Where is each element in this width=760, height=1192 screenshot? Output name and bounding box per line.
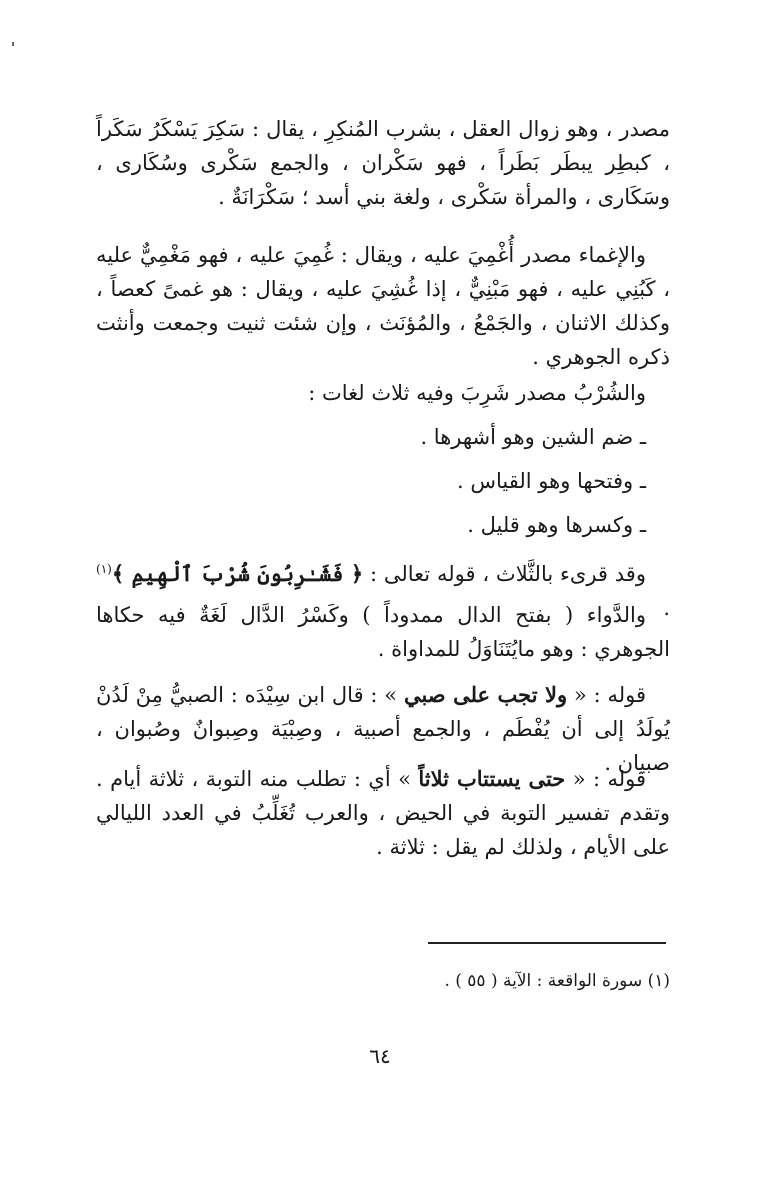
body-text <box>96 112 670 864</box>
paragraph-istitaba <box>96 762 670 864</box>
sabi-rest: » : قال ابن سِيْدَه : الصبيُّ مِنْ لَدُنْ يُولَدُ إلى أن يُفْطَم ، والجمع أصبية ، وصِبْيَة وصِبوانٌ وصُبوان ، صبيان . <box>96 683 670 775</box>
paragraph-sukr: مصدر ، وهو زوال العقل ، بشرب المُنكِرِ ، يقال : سَكِرَ يَسْكَرُ سَكَراً ، كبطِر يبطَر بَطَراً ، فهو سَكْران ، والجمع سَكْرى وسُكَارى ، وسَكَارى ، والمرأة سَكْرى ، ولغة بني أسد ؛ سَكْرَانَةٌ . <box>96 117 670 209</box>
page-number: ٦٤ <box>369 1044 391 1068</box>
list-item-3: ـ وكسرها وهو قليل . <box>467 513 646 537</box>
paragraph-ighma: والإغماء مصدر أُغْمِيَ عليه ، ويقال : غُمِيَ عليه ، فهو مَغْمِيٌّ عليه ، كَبُنِي عليه ، فهو مَبْنِيٌّ ، إذا غُشِيَ عليه ، ويقال : هو غمىً كعصاً ، وكذلك الاثنان ، والجَمْعُ ، والمُؤنَث ، وإن شئت ثنيت وجمعت وأنثت ذكره الجوهري . <box>96 243 670 369</box>
istitaba-bold: حتى يستتاب ثلاثاً <box>418 766 566 791</box>
footnote-divider <box>428 942 666 944</box>
paragraph-sabi <box>96 678 670 775</box>
paragraph-dawaa: والدَّواء ( بفتح الدال ممدوداً ) وكَسْرُ الدَّال لَغَةٌ فيه حكاها الجوهري : وهو مايُتَنَاوَلُ للمداواة . <box>96 603 670 661</box>
footnote-ref: (١) <box>96 562 112 576</box>
istitaba-rest: » أي : تطلب منه التوبة ، ثلاثة أيام . وتقدم تفسير التوبة في الحيض ، والعرب تُغَلِّبُ في العدد الليالي على الأيام ، ولذلك لم يقل : ثلاثة . <box>96 767 670 859</box>
qiraa-end: . <box>663 596 670 620</box>
footnote: (١) سورة الواقعة : الآية ( ٥٥ ) . <box>444 971 670 991</box>
sabi-bold: ولا تجب على صبي <box>403 682 568 707</box>
list-item-2: ـ وفتحها وهو القياس . <box>457 469 646 493</box>
quran-verse: ﴿ فَشَـٰرِبُونَ شُرْبَ ٱلْهِيمِ ﴾ <box>111 561 364 586</box>
qiraa-text: وقد قرىء بالثَّلاث ، قوله تعالى : <box>369 562 646 586</box>
margin-mark <box>12 42 14 46</box>
paragraph-shurb: والشُرْبُ مصدر شَرِبَ وفيه ثلاث لغات : <box>308 381 646 405</box>
list-item-1: ـ ضم الشين وهو أشهرها . <box>420 425 646 449</box>
sabi-label: قوله : « <box>567 683 647 707</box>
paragraph-qiraa <box>96 552 670 620</box>
istitaba-label: قوله : « <box>565 767 646 791</box>
